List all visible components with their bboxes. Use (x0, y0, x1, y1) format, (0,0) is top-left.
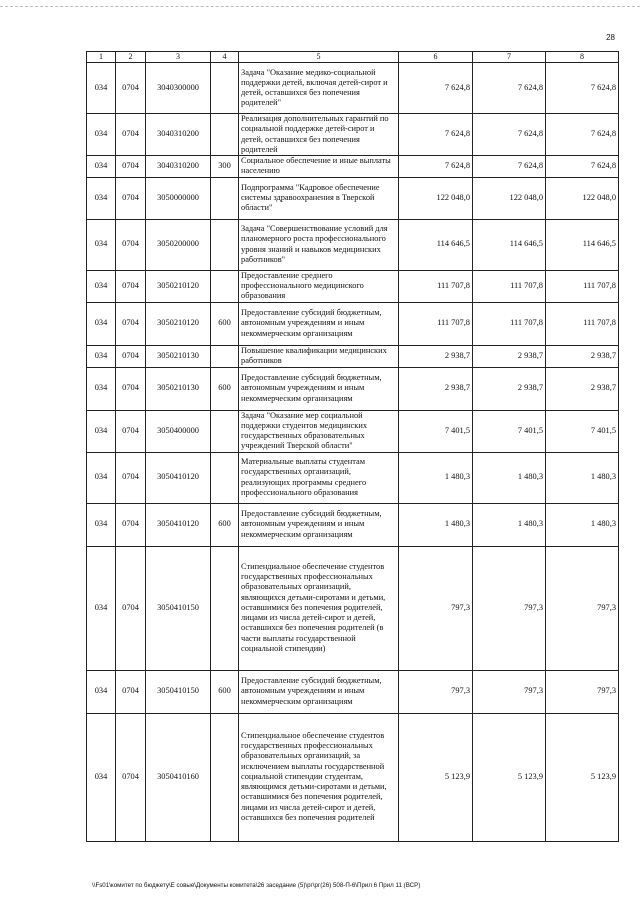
description-cell: Предоставление среднего профессионального медицинского образования (239, 270, 399, 302)
table-row (87, 270, 619, 302)
expense-type-cell (211, 546, 239, 670)
ministry-code-cell: 034 (87, 63, 116, 114)
table-row (87, 219, 619, 270)
ministry-code-cell: 034 (87, 114, 116, 156)
amount-cell: 111 707,8 (399, 302, 473, 345)
amount-cell: 2 938,7 (473, 345, 546, 367)
expense-type-cell: 300 (211, 156, 239, 178)
description-cell: Задача "Оказание мер социальной поддержки студентов медицинских государственных образовательных учреждений Тверской области" (239, 410, 399, 452)
section-code-cell: 0704 (116, 219, 146, 270)
description-cell: Материальные выплаты студентам государственных организаций, реализующих программы среднего профессионального образования (239, 452, 399, 503)
amount-cell: 111 707,8 (473, 270, 546, 302)
ministry-code-cell: 034 (87, 345, 116, 367)
table-row (87, 302, 619, 345)
amount-cell: 5 123,9 (546, 713, 619, 841)
amount-cell: 797,3 (473, 546, 546, 670)
target-article-cell: 3050410150 (146, 546, 211, 670)
target-article-cell: 3050210130 (146, 367, 211, 410)
amount-cell: 7 401,5 (546, 410, 619, 452)
target-article-cell: 3040310200 (146, 156, 211, 178)
amount-cell: 2 938,7 (399, 367, 473, 410)
amount-cell: 7 624,8 (399, 156, 473, 178)
section-code-cell: 0704 (116, 270, 146, 302)
target-article-cell: 3050410160 (146, 713, 211, 841)
amount-cell: 7 624,8 (546, 114, 619, 156)
ministry-code-cell: 034 (87, 546, 116, 670)
header-cell: 5 (239, 52, 399, 63)
section-code-cell: 0704 (116, 114, 146, 156)
section-code-cell: 0704 (116, 546, 146, 670)
ministry-code-cell: 034 (87, 302, 116, 345)
table-row (87, 546, 619, 670)
amount-cell: 797,3 (546, 670, 619, 713)
expense-type-cell (211, 177, 239, 219)
section-code-cell: 0704 (116, 367, 146, 410)
ministry-code-cell: 034 (87, 713, 116, 841)
amount-cell: 1 480,3 (546, 503, 619, 546)
amount-cell: 122 048,0 (546, 177, 619, 219)
table-header-row (87, 52, 619, 63)
amount-cell: 7 624,8 (473, 63, 546, 114)
ministry-code-cell: 034 (87, 410, 116, 452)
amount-cell: 122 048,0 (473, 177, 546, 219)
description-cell: Предоставление субсидий бюджетным, автономным учреждениям и иным некоммерческим организациям (239, 503, 399, 546)
table-row (87, 177, 619, 219)
expense-type-cell (211, 114, 239, 156)
ministry-code-cell: 034 (87, 156, 116, 178)
amount-cell: 797,3 (473, 670, 546, 713)
amount-cell: 7 624,8 (399, 63, 473, 114)
table-row (87, 114, 619, 156)
ministry-code-cell: 034 (87, 219, 116, 270)
scan-top-edge (0, 6, 640, 7)
section-code-cell: 0704 (116, 503, 146, 546)
section-code-cell: 0704 (116, 452, 146, 503)
expense-type-cell: 600 (211, 367, 239, 410)
amount-cell: 797,3 (399, 546, 473, 670)
section-code-cell: 0704 (116, 63, 146, 114)
amount-cell: 7 624,8 (473, 156, 546, 178)
header-cell: 1 (87, 52, 116, 63)
amount-cell: 7 401,5 (473, 410, 546, 452)
table-row (87, 410, 619, 452)
expense-type-cell: 600 (211, 503, 239, 546)
table-row (87, 367, 619, 410)
expense-type-cell (211, 452, 239, 503)
expense-type-cell: 600 (211, 670, 239, 713)
ministry-code-cell: 034 (87, 452, 116, 503)
amount-cell: 114 646,5 (399, 219, 473, 270)
amount-cell: 5 123,9 (399, 713, 473, 841)
target-article-cell: 3040310200 (146, 114, 211, 156)
description-cell: Предоставление субсидий бюджетным, автономным учреждениям и иным некоммерческим организациям (239, 367, 399, 410)
header-cell: 3 (146, 52, 211, 63)
amount-cell: 114 646,5 (473, 219, 546, 270)
target-article-cell: 3050210130 (146, 345, 211, 367)
header-cell: 6 (399, 52, 473, 63)
description-cell: Предоставление субсидий бюджетным, автономным учреждениям и иным некоммерческим организациям (239, 670, 399, 713)
target-article-cell: 3050200000 (146, 219, 211, 270)
amount-cell: 7 624,8 (546, 63, 619, 114)
amount-cell: 1 480,3 (399, 503, 473, 546)
expense-type-cell (211, 345, 239, 367)
amount-cell: 114 646,5 (546, 219, 619, 270)
section-code-cell: 0704 (116, 302, 146, 345)
amount-cell: 122 048,0 (399, 177, 473, 219)
amount-cell: 2 938,7 (473, 367, 546, 410)
ministry-code-cell: 034 (87, 177, 116, 219)
target-article-cell: 3050410150 (146, 670, 211, 713)
expense-type-cell (211, 270, 239, 302)
expense-type-cell (211, 63, 239, 114)
description-cell: Предоставление субсидий бюджетным, автономным учреждениям и иным некоммерческим организациям (239, 302, 399, 345)
section-code-cell: 0704 (116, 410, 146, 452)
expense-type-cell (211, 713, 239, 841)
section-code-cell: 0704 (116, 345, 146, 367)
description-cell: Стипендиальное обеспечение студентов государственных профессиональных образовательных организаций, за исключением выплаты государственной социальной стипендии студентам, являющимся детьми-сиротами и детьми, оставшимися без попечения родителей, лицами из числа детей-сирот и детей, оставшихся без попечения родителей (239, 713, 399, 841)
page-number: 28 (606, 33, 615, 42)
amount-cell: 111 707,8 (399, 270, 473, 302)
ministry-code-cell: 034 (87, 503, 116, 546)
expense-type-cell: 600 (211, 302, 239, 345)
header-cell: 2 (116, 52, 146, 63)
section-code-cell: 0704 (116, 177, 146, 219)
table-row (87, 156, 619, 178)
table-row (87, 63, 619, 114)
description-cell: Социальное обеспечение и иные выплаты населению (239, 156, 399, 178)
ministry-code-cell: 034 (87, 270, 116, 302)
description-cell: Стипендиальное обеспечение студентов государственных профессиональных образовательных организаций, являющихся детьми-сиротами и детьми, оставшимися без попечения родителей, лицами из числа детей-сирот и детей, оставшихся без попечения родителей (в части выплаты государственной социальной стипендии) (239, 546, 399, 670)
amount-cell: 797,3 (399, 670, 473, 713)
amount-cell: 5 123,9 (473, 713, 546, 841)
amount-cell: 2 938,7 (546, 367, 619, 410)
target-article-cell: 3050410120 (146, 452, 211, 503)
description-cell: Задача "Совершенствование условий для планомерного роста профессионального уровня знаний и навыков медицинских работников" (239, 219, 399, 270)
ministry-code-cell: 034 (87, 367, 116, 410)
file-path-footer: \\Fs01\комитет по бюджету\Е совые\Документы комитета\26 заседание (5)\рг\рг(26) 508-П-6\Прил 6 Прил 11 (ВСР) (92, 882, 421, 889)
amount-cell: 1 480,3 (399, 452, 473, 503)
amount-cell: 7 401,5 (399, 410, 473, 452)
amount-cell: 7 624,8 (473, 114, 546, 156)
amount-cell: 7 624,8 (399, 114, 473, 156)
amount-cell: 1 480,3 (473, 503, 546, 546)
table-row (87, 345, 619, 367)
target-article-cell: 3040300000 (146, 63, 211, 114)
ministry-code-cell: 034 (87, 670, 116, 713)
target-article-cell: 3050000000 (146, 177, 211, 219)
table-row (87, 503, 619, 546)
description-cell: Повышение квалификации медицинских работников (239, 345, 399, 367)
target-article-cell: 3050210120 (146, 270, 211, 302)
amount-cell: 111 707,8 (473, 302, 546, 345)
section-code-cell: 0704 (116, 670, 146, 713)
table-row (87, 670, 619, 713)
header-cell: 4 (211, 52, 239, 63)
description-cell: Задача "Оказание медико-социальной поддержки детей, включая детей-сирот и детей, оставшихся без попечения родителей" (239, 63, 399, 114)
amount-cell: 2 938,7 (399, 345, 473, 367)
description-cell: Реализация дополнительных гарантий по социальной поддержке детей-сирот и детей, оставшихся без попечения родителей (239, 114, 399, 156)
amount-cell: 7 624,8 (546, 156, 619, 178)
header-cell: 8 (546, 52, 619, 63)
expense-type-cell (211, 219, 239, 270)
section-code-cell: 0704 (116, 156, 146, 178)
amount-cell: 1 480,3 (473, 452, 546, 503)
amount-cell: 2 938,7 (546, 345, 619, 367)
expense-type-cell (211, 410, 239, 452)
amount-cell: 797,3 (546, 546, 619, 670)
target-article-cell: 3050400000 (146, 410, 211, 452)
amount-cell: 111 707,8 (546, 270, 619, 302)
section-code-cell: 0704 (116, 713, 146, 841)
amount-cell: 1 480,3 (546, 452, 619, 503)
table-row (87, 452, 619, 503)
description-cell: Подпрограмма "Кадровое обеспечение системы здравоохранения в Тверской области" (239, 177, 399, 219)
target-article-cell: 3050210120 (146, 302, 211, 345)
header-cell: 7 (473, 52, 546, 63)
table-row (87, 713, 619, 841)
amount-cell: 111 707,8 (546, 302, 619, 345)
budget-table (86, 51, 619, 842)
target-article-cell: 3050410120 (146, 503, 211, 546)
